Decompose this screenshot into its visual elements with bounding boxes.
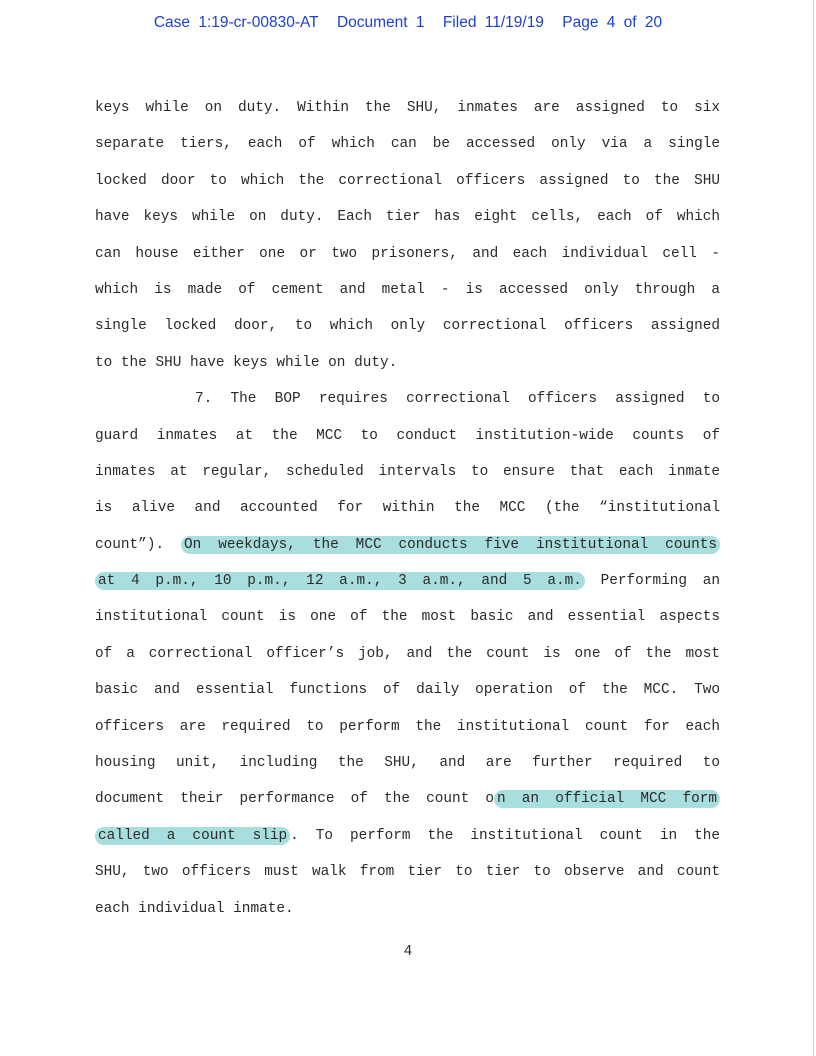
text-line: guard inmates at the MCC to conduct institution-wide counts of — [95, 427, 720, 444]
text-line — [95, 781, 720, 817]
highlighted-text: at 4 p.m., 10 p.m., 12 a.m., 3 a.m., and 5 a.m. — [95, 572, 585, 590]
text-line: single locked door, to which only correctional officers assigned — [95, 318, 720, 335]
text-segment: . To perform the institutional count in the — [290, 827, 720, 844]
text-line: officers are required to perform the institutional count for each — [95, 718, 720, 735]
highlighted-text: n an official MCC form — [494, 790, 720, 808]
text-segment: document their performance of the count o — [95, 791, 495, 808]
page-indicator: Page 4 of 20 — [562, 14, 663, 31]
text-line: have keys while on duty. Each tier has eight cells, each of which — [95, 209, 720, 226]
text-line: of a correctional officer’s job, and the count is one of the most — [95, 645, 720, 662]
case-number: Case 1:19-cr-00830-AT — [153, 14, 319, 31]
highlighted-text: called a count slip — [95, 827, 290, 845]
case-header — [0, 14, 816, 32]
text-line: inmates at regular, scheduled intervals to ensure that each inmate — [95, 463, 720, 480]
text-line: locked door to which the correctional officers assigned to the SHU — [95, 172, 720, 189]
text-line: separate tiers, each of which can be accessed only via a single — [95, 136, 720, 153]
text-line: is alive and accounted for within the MCC (the “institutional — [95, 500, 720, 517]
paragraph-7-start: 7. The BOP requires correctional officers assigned to — [195, 391, 720, 408]
document-number: Document 1 — [336, 14, 425, 31]
text-line: institutional count is one of the most basic and essential aspects — [95, 609, 720, 626]
scan-edge-line — [813, 0, 814, 1056]
document-body — [95, 90, 720, 927]
text-segment: Performing an — [584, 573, 720, 590]
page-number: 4 — [403, 944, 413, 960]
text-line: keys while on duty. Within the SHU, inmates are assigned to six — [95, 100, 720, 116]
text-line — [95, 527, 720, 563]
text-line: can house either one or two prisoners, and each individual cell - — [95, 245, 720, 262]
text-segment: count”). — [95, 536, 182, 553]
text-line — [95, 563, 720, 599]
text-line: which is made of cement and metal - is accessed only through a — [95, 281, 720, 298]
highlighted-text: On weekdays, the MCC conducts five institutional counts — [181, 536, 720, 554]
filed-date: Filed 11/19/19 — [442, 14, 544, 31]
text-line: each individual inmate. — [95, 900, 294, 917]
text-line: housing unit, including the SHU, and are further required to — [95, 755, 720, 772]
text-line: basic and essential functions of daily operation of the MCC. Two — [95, 682, 720, 699]
text-line: SHU, two officers must walk from tier to tier to observe and count — [95, 864, 720, 881]
text-line: to the SHU have keys while on duty. — [95, 354, 398, 371]
text-line — [95, 818, 720, 854]
